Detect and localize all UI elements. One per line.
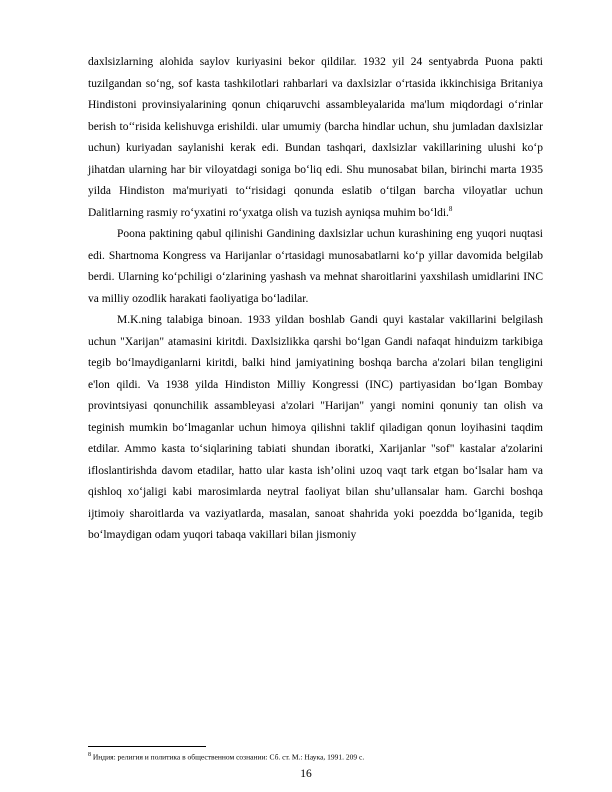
paragraph-1-text: daxlsizlarning alohida saylov kuriyasini bekor qildilar. 1932 yil 24 sentyabrda Puona pakti tuzilgandan so‘ng, sof kasta tashkilotlari rahbarlari va daxlsizlar o‘rtasida ikkinchisiga Britaniya Hindistoni provinsiyalarining qonun chiqaruvchi assambleyalarida ma'lum miqdordagi o‘rinlar berish to‘‘risida kelishuvga erishildi. ular umumiy (barcha hindlar uchun, shu jumladan daxlsizlar uchun) kuriyadan saylanishi kerak edi. Bundan tashqari, daxlsizlar vakillarining ulushi ko‘p jihatdan ularning har bir viloyatdagi soniga bo‘liq edi. Shu munosabat bilan, birinchi marta 1935 yilda Hindiston ma'muriyati to‘‘risidagi qonunda eslatib o‘tilgan barcha viloyatlar uchun Dalitlarning rasmiy ro‘yxatini ro‘yxatga olish va tuzish ayniqsa muhim bo‘ldi. (88, 56, 543, 219)
paragraph-3: M.K.ning talabiga binoan. 1933 yildan boshlab Gandi quyi kastalar vakillarini belgilash uchun "Xarijan" atamasini kiritdi. Daxlsizlikka qarshi bo‘lgan Gandi nafaqat hinduizm tarkibiga tegib bo‘lmaydiganlarni kiritdi, balki hind jamiyatining boshqa barcha a'zolari bilan tengligini e'lon qildi. Va 1938 yilda Hindiston Milliy Kongressi (INC) partiyasidan bo‘lgan Bombay provintsiyasi qonunchilik assambleyasi a'zolari "Harijan" yangi nomini qonuniy tan olish va teginish mumkin bo‘lmaganlar uchun himoya qilishni taklif qiladigan qonun loyihasini taqdim etdilar. Ammo kasta to‘siqlarining tabiati shundan iboratki, Xarijanlar "sof" kastalar a'zolarini ifloslantirishda davom etadilar, hatto ular kasta ish’olini uzoq vaqt tark etgan bo‘lsalar ham va qishloq xo‘jaligi kabi marosimlarda neytral faoliyat bilan shu’ullansalar ham. Garchi boshqa ijtimoiy sharoitlarda va vaziyatlarda, masalan, sanoat shahrida yoki poezdda bo‘lganida, tegib bo‘lmaydigan odam yuqori tabaqa vakillari bilan jismoniy (88, 314, 543, 541)
paragraph-1 (88, 52, 543, 224)
paragraph-2: Poona paktining qabul qilinishi Gandining daxlsizlar uchun kurashining eng yuqori nuqtasi edi. Shartnoma Kongress va Harijanlar o‘rtasidagi munosabatlarni ko‘p yillar davomida belgilab berdi. Ularning ko‘pchiligi o‘zlarining yashash va mehnat sharoitlarini yaxshilash umidlarini INC va milliy ozodlik harakati faoliyatiga bo‘ladilar. (88, 228, 543, 305)
footnote-text: Индия: религия и политика в общественном сознании: Сб. ст. М.: Наука, 1991. 209 с. (92, 752, 365, 762)
footnote-number: 8 (88, 752, 91, 758)
page-body (88, 52, 543, 547)
footnote (88, 750, 543, 763)
footnote-ref[interactable]: 8 (448, 204, 453, 213)
footnote-divider (88, 746, 206, 747)
page-number: 16 (300, 768, 312, 780)
